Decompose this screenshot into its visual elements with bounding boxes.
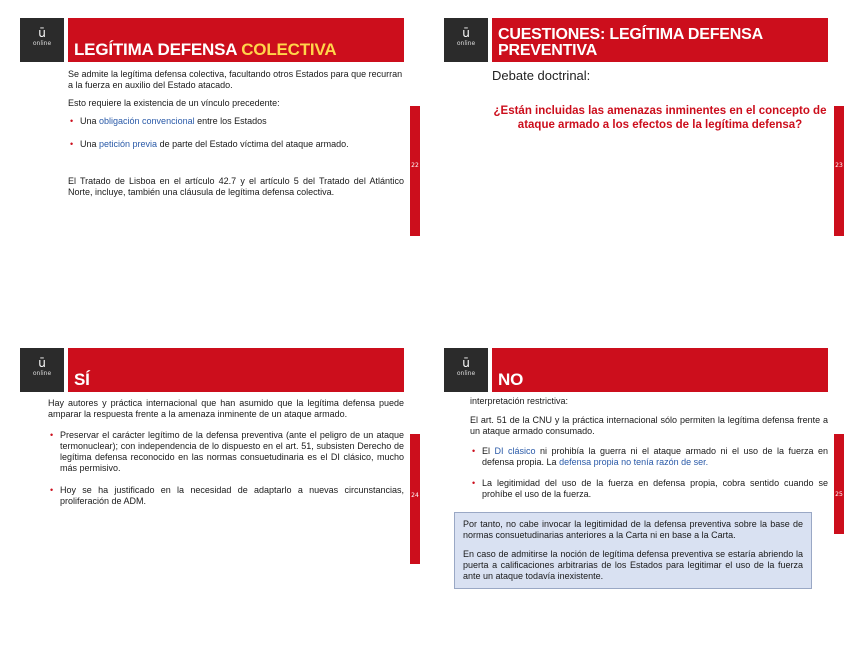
- side-accent-bar: [410, 434, 420, 564]
- subtitle: Debate doctrinal:: [492, 68, 591, 83]
- logo-text: online: [456, 370, 476, 377]
- slide-title-bar: [68, 18, 404, 62]
- list-item: • La legitimidad del uso de la fuerza en defensa propia, cobra sentido cuando se prohíbe el uso de la fuerza.: [472, 478, 828, 499]
- side-accent-bar: [410, 106, 420, 236]
- slide-24: [20, 348, 420, 578]
- side-accent-bar: [834, 106, 844, 236]
- page-number: 24: [411, 492, 419, 499]
- question: ¿Están incluidas las amenazas inminentes en el concepto de ataque armado a los efectos de la legítima defensa?: [493, 105, 827, 131]
- list-item: • El DI clásico ni prohibía la guerra ni el ataque armado ni el uso de la fuerza en defensa propia. La defensa propia no tenía razón de ser.: [472, 446, 828, 467]
- logo-symbol: ū: [462, 26, 470, 40]
- slide-23: [444, 18, 844, 248]
- slide-title-bar: [492, 348, 828, 392]
- list-item: • Hoy se ha justificado en la necesidad de adaptarlo a nuevas circunstancias, proliferación de ADM.: [50, 485, 404, 506]
- paragraph: El art. 51 de la CNU y la práctica internacional sólo permiten la legítima defensa frente a un ataque armado consumado.: [470, 415, 828, 436]
- bullet-icon: •: [472, 446, 476, 456]
- university-logo: [444, 348, 488, 392]
- university-logo: [444, 18, 488, 62]
- paragraph: Esto requiere la existencia de un vínculo precedente:: [68, 98, 280, 108]
- logo-text: online: [456, 40, 476, 47]
- paragraph: El Tratado de Lisboa en el artículo 42.7 y el artículo 5 del Tratado del Atlántico Norte, incluye, también una cláusula de legítima defensa colectiva.: [68, 176, 404, 197]
- slide-title: NO: [498, 370, 524, 389]
- slide-title: CUESTIONES: LEGÍTIMA DEFENSA PREVENTIVA: [498, 26, 763, 59]
- side-accent-bar: [834, 434, 844, 534]
- conclusion-box: [454, 512, 812, 589]
- logo-symbol: ū: [38, 356, 46, 370]
- paragraph: En caso de admitirse la noción de legítima defensa preventiva se estaría abriendo la puerta a calificaciones arbitrarias de los Estados para legitimar el uso de la fuerza ante un ataque todavía inexistente.: [463, 549, 803, 581]
- bullet-list: [470, 446, 828, 500]
- slide-title: LEGÍTIMA DEFENSA COLECTIVA: [74, 40, 337, 59]
- slide-title: SÍ: [74, 370, 90, 389]
- bullet-icon: •: [472, 478, 476, 488]
- list-item: • Una obligación convencional entre los Estados: [70, 116, 267, 126]
- bullet-icon: •: [50, 485, 54, 495]
- slide-title-bar: [68, 348, 404, 392]
- logo-text: online: [32, 40, 52, 47]
- slide-title-bar: [492, 18, 828, 62]
- list-item: • Preservar el carácter legítimo de la defensa preventiva (ante el peligro de un ataque termonuclear); con independencia de lo dispuesto en el art. 51, subsisten Derecho de legítima defensa reconocido en las normas consuetudinaria es el DI clásico, mucho más permisivo.: [50, 430, 404, 473]
- logo-symbol: ū: [38, 26, 46, 40]
- bullet-icon: •: [50, 430, 54, 440]
- page-number: 22: [411, 162, 419, 169]
- slide-body: [470, 396, 828, 505]
- bullet-icon: •: [70, 116, 74, 126]
- paragraph: Por tanto, no cabe invocar la legitimidad de la defensa preventiva sobre la base de normas consuetudinarias anteriores a la Carta ni en base a la Carta.: [463, 519, 803, 540]
- list-item: • Una petición previa de parte del Estado víctima del ataque armado.: [70, 139, 349, 149]
- university-logo: [20, 348, 64, 392]
- bullet-list: [68, 116, 404, 150]
- paragraph: Hay autores y práctica internacional que han asumido que la legítima defensa puede amparar la respuesta frente a la amenaza inminente de un ataque armado.: [48, 398, 404, 419]
- paragraph: Se admite la legítima defensa colectiva, facultando otros Estados para que recurran a la fuerza en auxilio del Estado atacado.: [68, 69, 403, 90]
- paragraph: interpretación restrictiva:: [470, 396, 569, 406]
- page-number: 23: [835, 162, 843, 169]
- slide-22: [20, 18, 420, 248]
- logo-text: online: [32, 370, 52, 377]
- bullet-list: [48, 430, 404, 507]
- logo-symbol: ū: [462, 356, 470, 370]
- page-number: 25: [835, 491, 843, 498]
- slide-body: [68, 69, 404, 205]
- slide-body: [492, 70, 828, 132]
- slide-body: [48, 398, 404, 516]
- bullet-icon: •: [70, 139, 74, 149]
- university-logo: [20, 18, 64, 62]
- slide-25: [444, 348, 844, 600]
